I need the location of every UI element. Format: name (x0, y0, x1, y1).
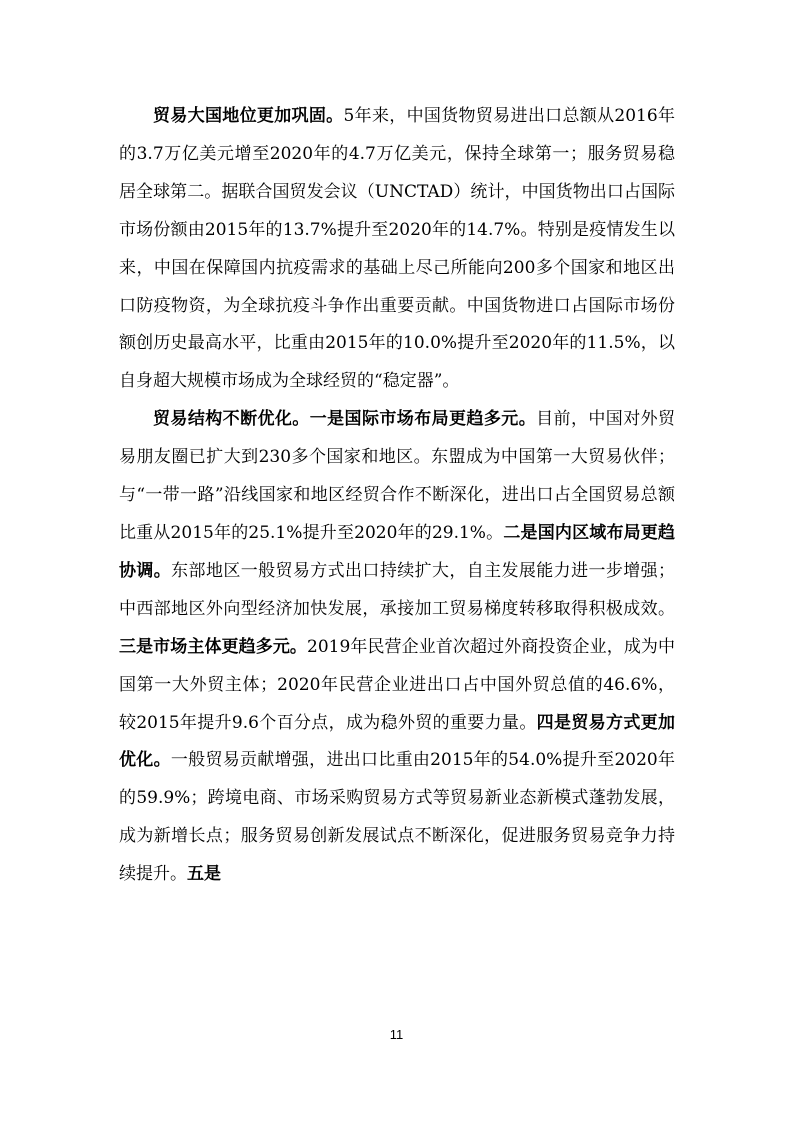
heading-trade-structure: 贸易结构不断优化。 (153, 409, 310, 430)
text-trade-modes: 一般贸易贡献增强，进出口比重由2015年的54.0%提升至2020年的59.9%；跨境电商、市场采购贸易方式等贸易新业态新模式蓬勃发展，成为新增长点；服务贸易创新发展试点不断深化，促进服务贸易竞争力持续提升。 (119, 750, 676, 885)
subheading-market-entities: 三是市场主体更趋多元。 (119, 636, 308, 657)
subheading-trade-modes: 四是贸易方式更加优化。 (119, 712, 675, 771)
subheading-regional-layout: 二是国内区域布局更趋协调。 (119, 522, 675, 581)
text-trade-power: 5年来，中国货物贸易进出口总额从2016年的3.7万亿美元增至2020年的4.7万亿美元，保持全球第一；服务贸易稳居全球第二。据联合国贸发会议（UNCTAD）统计，中国货物出口占国际市场份额由2015年的13.7%提升至2020年的14.7%。特别是疫情发生以来，中国在保障国内抗疫需求的基础上尽己所能向200多个国家和地区出口防疫物资，为全球抗疫斗争作出重要贡献。中国货物进口占国际市场份额创历史最高水平，比重由2015年的10.0%提升至2020年的11.5%，以自身超大规模市场成为全球经贸的“稳定器”。 (119, 106, 675, 392)
text-regional-layout: 东部地区一般贸易方式出口持续扩大，自主发展能力进一步增强；中西部地区外向型经济加快发展，承接加工贸易梯度转移取得积极成效。 (119, 560, 676, 619)
text-market-entities: 2019年民营企业首次超过外商投资企业，成为中国第一大外贸主体；2020年民营企业进出口占中国外贸总值的46.6%，较2015年提升9.6个百分点，成为稳外贸的重要力量。 (119, 636, 676, 733)
paragraph-trade-power (119, 98, 675, 401)
subheading-international-market: 一是国际市场布局更趋多元。 (309, 409, 537, 430)
paragraph-trade-structure (119, 401, 675, 894)
text-international-market: 目前，中国对外贸易朋友圈已扩大到230多个国家和地区。东盟成为中国第一大贸易伙伴；与“一带一路”沿线国家和地区经贸合作不断深化，进出口占全国贸易总额比重从2015年的25.1%提升至2020年的29.1%。 (119, 409, 676, 543)
heading-trade-power: 贸易大国地位更加巩固。 (153, 106, 344, 126)
subheading-fifth: 五是 (187, 864, 221, 885)
document-body (119, 98, 675, 894)
page-number: 11 (389, 1027, 404, 1042)
